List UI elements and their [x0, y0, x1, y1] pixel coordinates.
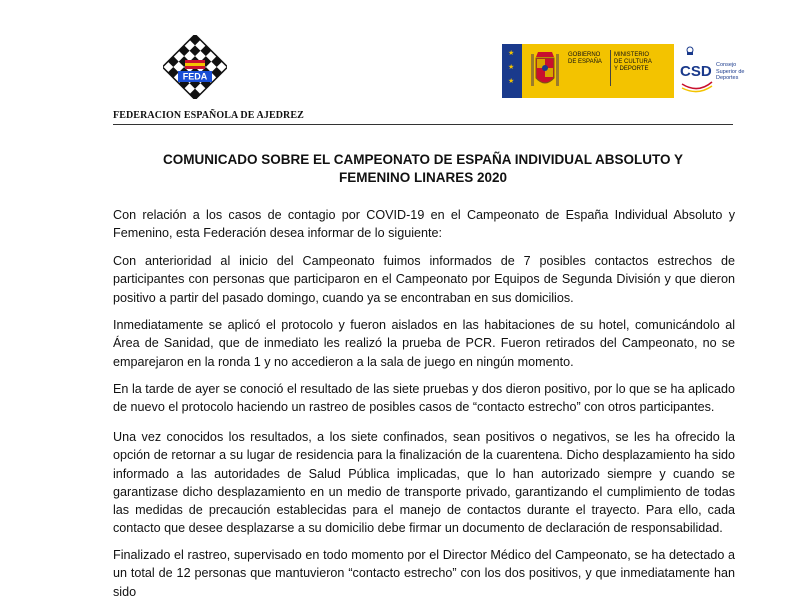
- paragraph-protocol: Inmediatamente se aplicó el protocolo y fueron aislados en las habitaciones de su hotel, comunicándolo al Área de Sanidad, que de inmediato les realizó la prueba de PCR. Fueron retirados del Campeonato, no se emparejaron en la ronda 1 y no accedieron a la sala de juego en ningún momento.: [113, 318, 735, 369]
- paragraph-intro: Con relación a los casos de contagio por COVID-19 en el Campeonato de España Individual Absoluto y Femenino, esta Federación desea informar de lo siguiente:: [113, 208, 735, 241]
- ministerio-label: [614, 52, 652, 73]
- header-divider: [113, 124, 733, 125]
- government-logo: [502, 44, 674, 98]
- csd-line: Superior de: [716, 68, 745, 75]
- csd-line: Consejo: [716, 62, 737, 68]
- csd-line: Deportes: [716, 75, 739, 81]
- ministerio-line: DE CULTURA: [614, 59, 652, 65]
- csd-logo-text: CSD: [680, 63, 712, 80]
- document-title: [113, 151, 733, 187]
- csd-label: [716, 62, 744, 82]
- title-line-1: COMUNICADO SOBRE EL CAMPEONATO DE ESPAÑA INDIVIDUAL ABSOLUTO Y: [162, 152, 684, 167]
- eu-flag-icon: ★ ★ ★: [502, 44, 522, 98]
- organization-name: FEDERACION ESPAÑOLA DE AJEDREZ: [113, 110, 304, 121]
- paragraph-tracking: Finalizado el rastreo, supervisado en todo momento por el Director Médico del Campeonato, se ha detectado a un total de 12 personas que mantuvieron “contacto estrecho” con los dos positivos, y que inmediatamente han sido: [113, 548, 735, 599]
- paragraph-contacts: Con anterioridad al inicio del Campeonato fuimos informados de 7 posibles contactos estrechos de participantes con personas que participaron en el Campeonato por Equipos de Segunda División y que dieron positivo a partir del pasado domingo, cuando ya se encontraban en sus domicilios.: [113, 254, 735, 305]
- feda-logo: [163, 35, 227, 99]
- paragraph-results: En la tarde de ayer se conoció el resultado de las siete pruebas y dos dieron positivo, por lo que se ha aplicado de nuevo el protocolo haciendo un rastreo de posibles casos de “contacto estrecho” con otros participantes.: [113, 382, 735, 415]
- ministerio-line: MINISTERIO: [614, 52, 650, 58]
- gov-divider: [610, 50, 611, 86]
- title-line-2: FEMENINO LINARES 2020: [338, 170, 508, 185]
- feda-logo-text: FEDA: [182, 71, 208, 82]
- gobierno-line: GOBIERNO: [568, 52, 601, 58]
- ministerio-line: Y DEPORTE: [614, 66, 649, 72]
- coat-of-arms-icon: [528, 48, 562, 94]
- paragraph-confinement: Una vez conocidos los resultados, a los siete confinados, sean positivos o negativos, se les ha ofrecido la opción de retornar a su lugar de residencia para la finalización de la cuarentena. Dicho desplazamiento ha sido informado a las autoridades de Salud Pública implicadas, que lo han autorizado siempre y cuando se garantizase dicho desplazamiento en un medio de transporte privado, garantizando el cumplimiento de todas las medidas de precaución establecidas para el manejo de contactos durante el trayecto. Para ello, cada contacto que desee desplazarse a su domicilio debe firmar un documento de declaración de responsabilidad.: [113, 430, 735, 536]
- gobierno-line: DE ESPAÑA: [568, 59, 602, 65]
- gobierno-label: [568, 52, 602, 66]
